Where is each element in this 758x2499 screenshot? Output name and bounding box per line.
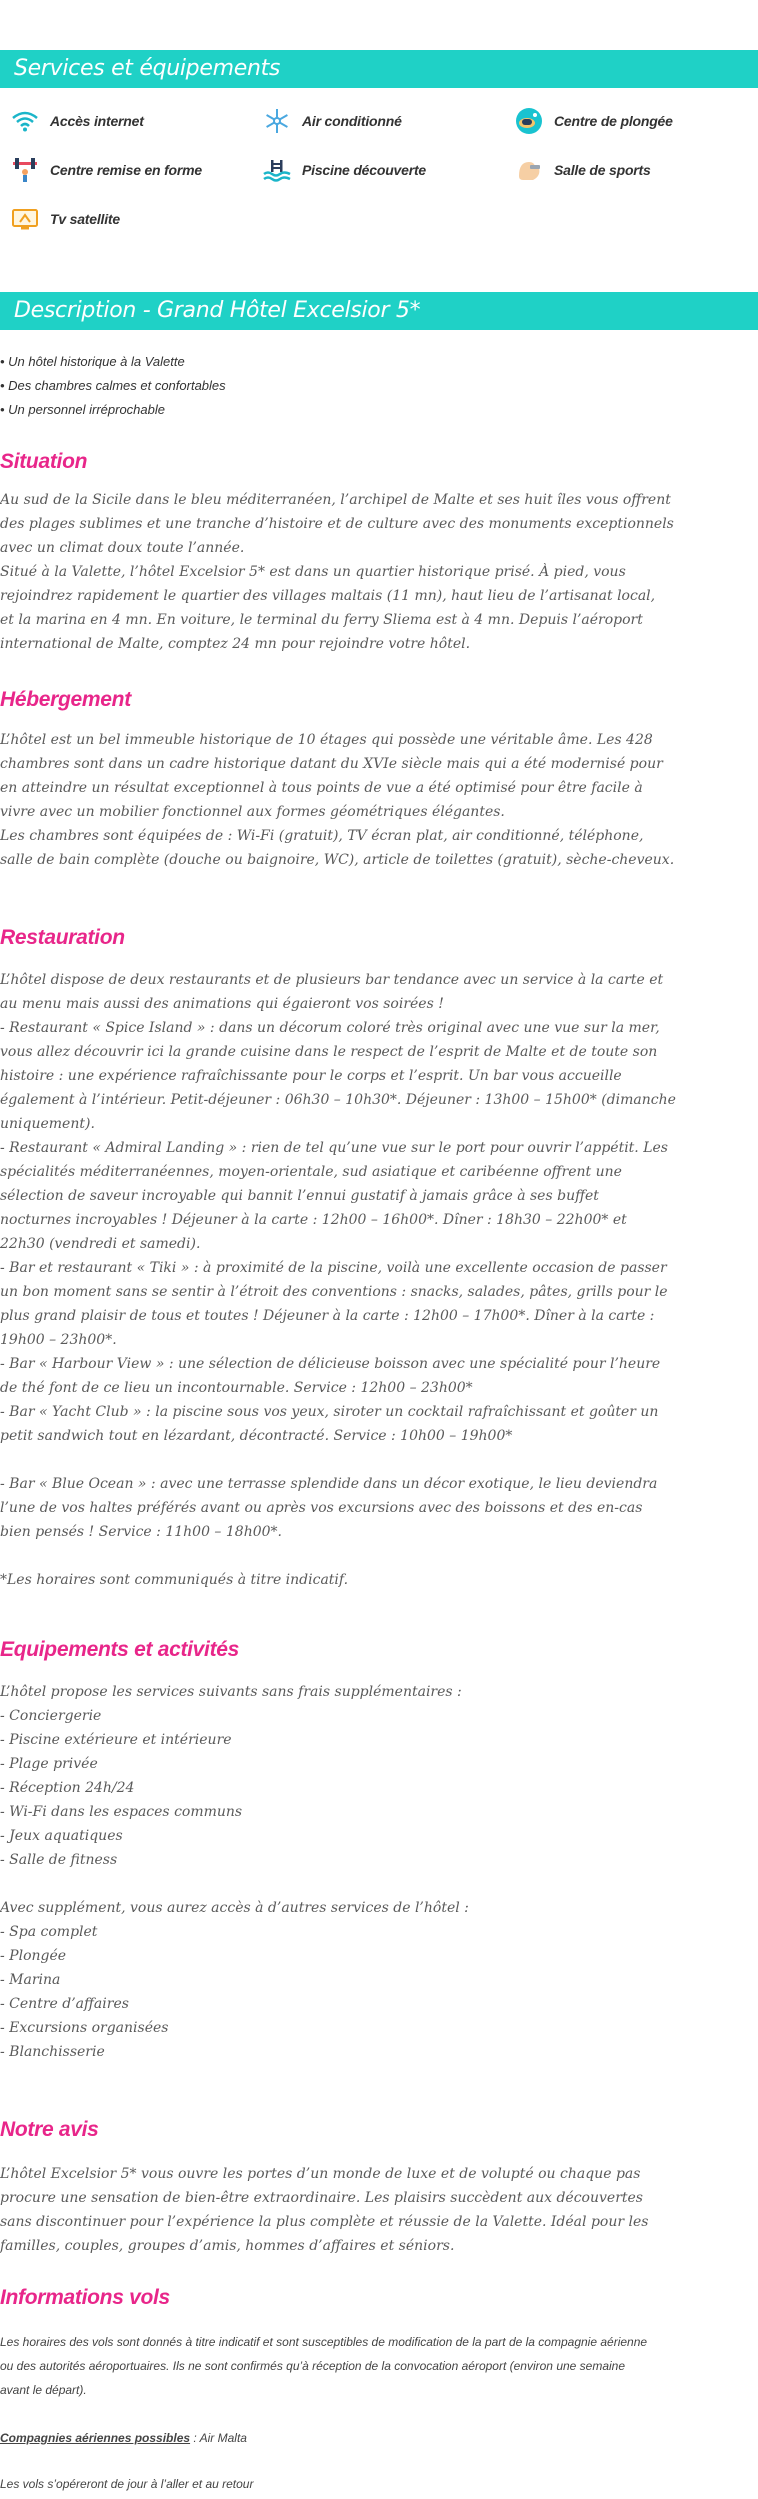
situation-heading: Situation <box>0 450 88 473</box>
text-line: L’hôtel Excelsior 5* vous ouvre les portes d’un monde de luxe et de volupté ou chaque pas <box>0 2166 641 2182</box>
spacer <box>0 1448 756 1472</box>
text-line: au menu mais aussi des animations qui égaieront vos soirées ! <box>0 996 444 1012</box>
service-label: Piscine découverte <box>302 162 427 178</box>
text-line: des plages sublimes et une tranche d’histoire et de culture avec des monuments exceptionnels <box>0 516 674 532</box>
text-line: avec un climat doux toute l’année. <box>0 540 245 556</box>
list-item: - Plongée <box>0 1948 67 1964</box>
list-item: - Blanchisserie <box>0 2044 105 2060</box>
text-line: ou des autorités aéroportuaires. Ils ne sont confirmés qu’à réception de la convocation aéroport (environ une semaine <box>0 2359 626 2373</box>
service-item-aircon <box>262 106 402 136</box>
service-label: Centre remise en forme <box>50 162 202 178</box>
text-line: *Les horaires sont communiqués à titre indicatif. <box>0 1572 349 1588</box>
text-line: L’hôtel propose les services suivants sans frais supplémentaires : <box>0 1684 462 1700</box>
text-line: Situé à la Valette, l’hôtel Excelsior 5* est dans un quartier historique prisé. À pied, vous <box>0 564 626 580</box>
text-line: Les chambres sont équipées de : Wi-Fi (gratuit), TV écran plat, air conditionné, téléphone, <box>0 828 644 844</box>
text-line: Au sud de la Sicile dans le bleu méditerranéen, l’archipel de Malte et ses huit îles vous offrent <box>0 492 671 508</box>
text-line: Avec supplément, vous aurez accès à d’autres services de l’hôtel : <box>0 1900 469 1916</box>
services-banner <box>0 50 758 88</box>
service-item-pool <box>262 155 426 185</box>
spacer <box>0 1544 756 1568</box>
text-line: sélection de saveur incroyable qui bannit l’ennui gustatif à jamais grâce à ses buffet <box>0 1188 599 1204</box>
text-line: sans discontinuer pour l’expérience la plus complète et réussie de la Valette. Idéal pour les <box>0 2214 649 2230</box>
vols-airlines <box>0 2426 756 2450</box>
list-item: - Piscine extérieure et intérieure <box>0 1732 232 1748</box>
text-line: Les horaires des vols sont donnés à titre indicatif et sont susceptibles de modification de la part de la compagnie aérienne <box>0 2335 648 2349</box>
restauration-text <box>0 968 756 1592</box>
hebergement-text <box>0 728 756 872</box>
text-line: également à l’intérieur. Petit-déjeuner : 06h30 – 10h30*. Déjeuner : 13h00 – 15h00* (dimanche <box>0 1092 676 1108</box>
text-line: 22h30 (vendredi et samedi). <box>0 1236 201 1252</box>
service-item-gym <box>514 155 651 185</box>
text-line: avant le départ). <box>0 2383 87 2397</box>
fitness-icon <box>10 155 40 185</box>
text-line: - Bar « Yacht Club » : la piscine sous vos yeux, siroter un cocktail rafraîchissant et goûter un <box>0 1404 659 1420</box>
service-item-internet <box>10 106 144 136</box>
list-item: • Des chambres calmes et confortables <box>0 378 226 393</box>
list-item: - Wi-Fi dans les espaces communs <box>0 1804 243 1820</box>
equipements-heading: Equipements et activités <box>0 1638 240 1661</box>
text-line: spécialités méditerranéennes, moyen-orientale, sud asiatique et caribéenne offrent une <box>0 1164 622 1180</box>
list-item: • Un personnel irréprochable <box>0 402 165 417</box>
text-line: 19h00 – 23h00*. <box>0 1332 117 1348</box>
snowflake-icon <box>262 106 292 136</box>
list-item: - Jeux aquatiques <box>0 1828 123 1844</box>
avis-text <box>0 2162 756 2258</box>
vols-text <box>0 2330 756 2402</box>
text-line: international de Malte, comptez 24 mn pour rejoindre votre hôtel. <box>0 636 471 652</box>
service-item-tv <box>10 204 120 234</box>
text-line: plus grand plaisir de tous et toutes ! Déjeuner à la carte : 12h00 – 17h00*. Dîner à la carte : <box>0 1308 655 1324</box>
text-line: Les vols s’opéreront de jour à l’aller et au retour <box>0 2477 254 2491</box>
service-label: Air conditionné <box>302 113 402 129</box>
service-label: Centre de plongée <box>554 113 673 129</box>
spacer <box>0 1872 756 1896</box>
avis-heading: Notre avis <box>0 2118 99 2141</box>
text-line: - Bar et restaurant « Tiki » : à proximité de la piscine, voilà une excellente occasion de passer <box>0 1260 667 1276</box>
equipements-text <box>0 1680 756 2064</box>
text-line: vous allez découvrir ici la grande cuisine dans le respect de l’esprit de Malte et de toute son <box>0 1044 658 1060</box>
list-item: - Conciergerie <box>0 1708 102 1724</box>
text-line: de thé font de ce lieu un incontournable. Service : 12h00 – 23h00* <box>0 1380 473 1396</box>
vols-bottom <box>0 2472 756 2496</box>
vols-heading: Informations vols <box>0 2286 170 2309</box>
description-banner <box>0 292 758 330</box>
text-line: L’hôtel est un bel immeuble historique de 10 étages qui possède une véritable âme. Les 428 <box>0 732 653 748</box>
list-item: - Spa complet <box>0 1924 98 1940</box>
restauration-heading: Restauration <box>0 926 125 949</box>
list-item: - Centre d’affaires <box>0 1996 129 2012</box>
text-line: familles, couples, groupes d’amis, hommes d’affaires et séniors. <box>0 2238 455 2254</box>
text-line: en atteindre un résultat exceptionnel à tous points de vue a été optimisé pour être facile à <box>0 780 643 796</box>
text-line: nocturnes incroyables ! Déjeuner à la carte : 12h00 – 16h00*. Dîner : 18h30 – 22h00* et <box>0 1212 627 1228</box>
list-item: - Salle de fitness <box>0 1852 118 1868</box>
list-item: - Réception 24h/24 <box>0 1780 135 1796</box>
text-line: l’une de vos haltes préférés avant ou après vos excursions avec des boissons et des en-cas <box>0 1500 643 1516</box>
list-item: - Plage privée <box>0 1756 98 1772</box>
text-line: procure une sensation de bien-être extraordinaire. Les plaisirs succèdent aux découvertes <box>0 2190 643 2206</box>
text-line: uniquement). <box>0 1116 95 1132</box>
text-line: petit sandwich tout en lézardant, décontracté. Service : 10h00 – 19h00* <box>0 1428 513 1444</box>
diving-icon <box>514 106 544 136</box>
text-line: - Bar « Harbour View » : une sélection de délicieuse boisson avec une spécialité pour l’heure <box>0 1356 661 1372</box>
text-line: bien pensés ! Service : 11h00 – 18h00*. <box>0 1524 282 1540</box>
text-line: - Restaurant « Admiral Landing » : rien de tel qu’une vue sur le port pour ouvrir l’appétit. Les <box>0 1140 668 1156</box>
services-title: Services et équipements <box>14 56 281 81</box>
service-label: Accès internet <box>50 113 144 129</box>
description-title: Description - Grand Hôtel Excelsior 5* <box>14 298 421 323</box>
text-line: un bon moment sans se sentir à l’étroit des conventions : snacks, salades, pâtes, grills pour le <box>0 1284 668 1300</box>
service-label: Salle de sports <box>554 162 651 178</box>
text-line: et la marina en 4 mn. En voiture, le terminal du ferry Sliema est à 4 mn. Depuis l’aéroport <box>0 612 643 628</box>
airlines-value: : Air Malta <box>190 2431 247 2445</box>
text-line: rejoindrez rapidement le quartier des villages maltais (11 mn), haut lieu de l’artisanat local, <box>0 588 656 604</box>
list-item: - Excursions organisées <box>0 2020 169 2036</box>
text-line: L’hôtel dispose de deux restaurants et de plusieurs bar tendance avec un service à la carte et <box>0 972 664 988</box>
service-label: Tv satellite <box>50 211 120 227</box>
pool-icon <box>262 155 292 185</box>
hebergement-heading: Hébergement <box>0 688 131 711</box>
situation-text <box>0 488 756 656</box>
text-line: - Bar « Blue Ocean » : avec une terrasse splendide dans un décor exotique, le lieu deviendra <box>0 1476 658 1492</box>
description-bullets <box>0 350 226 422</box>
text-line: chambres sont dans un cadre historique datant du XVIe siècle mais qui a été modernisé pour <box>0 756 663 772</box>
service-item-fitness <box>10 155 202 185</box>
wifi-icon <box>10 106 40 136</box>
text-line: salle de bain complète (douche ou baignoire, WC), article de toilettes (gratuit), sèche-cheveux. <box>0 852 675 868</box>
text-line: histoire : une expérience rafraîchissante pour le corps et l’esprit. Un bar vous accueille <box>0 1068 622 1084</box>
gym-icon <box>514 155 544 185</box>
text-line: vivre avec un mobilier fonctionnel aux formes géométriques élégantes. <box>0 804 505 820</box>
tv-icon <box>10 204 40 234</box>
list-item: • Un hôtel historique à la Valette <box>0 354 185 369</box>
list-item: - Marina <box>0 1972 61 1988</box>
airlines-label: Compagnies aériennes possibles <box>0 2431 191 2445</box>
service-item-diving <box>514 106 673 136</box>
text-line: - Restaurant « Spice Island » : dans un décorum coloré très original avec une vue sur la mer, <box>0 1020 660 1036</box>
